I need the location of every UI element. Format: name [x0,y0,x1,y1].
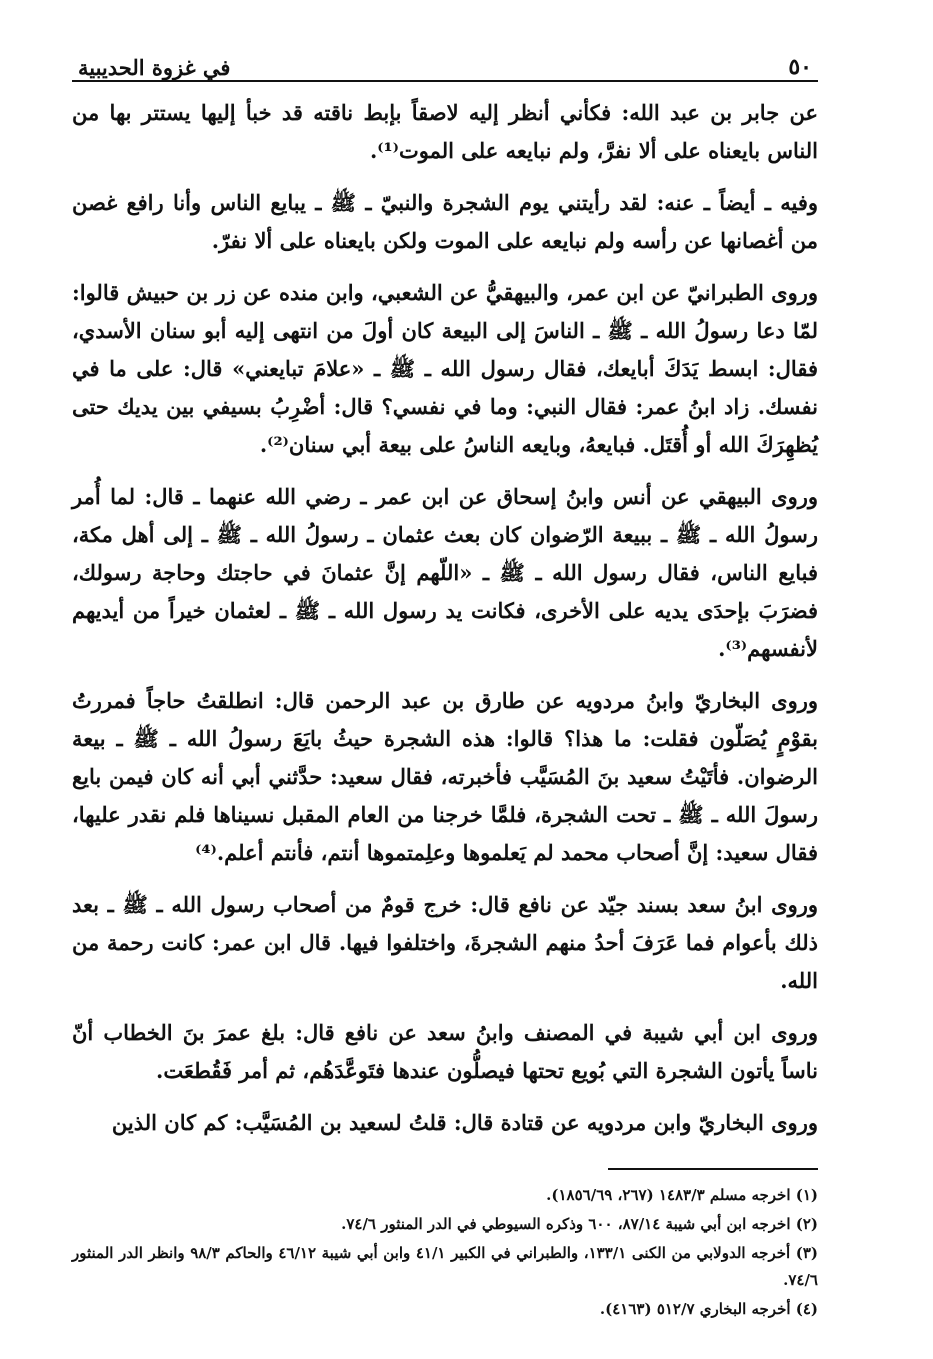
paragraph: وروى البيهقي عن أنس وابنُ إسحاق عن ابن عمر ـ رضي الله عنهما ـ قال: لما أُمر رسولُ الله ـ ﷺ ـ ببيعة الرّضوان كان بعث عثمان ـ رسولُ الله ـ ﷺ ـ إلى أهل مكة، فبايع الناس، فقال رسول الله ـ ﷺ ـ «اللّهم إنَّ عثمانَ في حاجتك وحاجة رسولك، فضرَبَ بإحدَى يديه على الأخرى، فكانت يد رسول الله ـ ﷺ ـ لعثمان خيراً من أيديهم لأنفسهم⁽³⁾. [72,484,818,661]
paragraph: وروى البخاريّ وابنُ مردويه عن طارق بن عبد الرحمن قال: انطلقتُ حاجاً فمررتُ بقوْمٍ يُصَلّون فقلت: ما هذا؟ قالوا: هذه الشجرة حيثُ بايَعَ رسولُ الله ـ ﷺ ـ بيعة الرضوان. فأتَيْتُ سعيد بنَ المُسَيَّب فأخبرته، فقال سعيد: حدَّثني أبي أنه كان فيمن بايع رسولَ الله ـ ﷺ ـ تحت الشجرة، فلمَّا خرجنا من العام المقبل نسيناها فلم نقدر عليها، فقال سعيد: إنَّ أصحاب محمد لم يَعلموها وعلِمتموها أنتم، فأنتم أعلم.⁽⁴⁾ [72,688,819,865]
paragraph: وروى ابن أبي شيبة في المصنف وابنُ سعد عن نافع قال: بلغ عمرَ بنَ الخطاب أنّ ناساً يأتون الشجرة التي بُويع تحتها فيصلُّون عندها فتَوعَّدَهُم، ثم أمر فَقُطعَت. [72,1020,818,1083]
paragraph: وروى البخاريّ وابن مردويه عن قتادة قال: قلتُ لسعيد بن المُسَيَّب: كم كان الذين [111,1110,818,1135]
footnote-divider [608,1168,818,1170]
paragraph: وروى ابنُ سعد بسند جيّد عن نافع قال: خرج قومٌ من أصحاب رسول الله ـ ﷺ ـ بعد ذلك بأعوام فما عَرَفَ أحدُ منهم الشجرةَ، واختلفوا فيها. قال ابن عمر: كانت رحمة من الله. [72,892,818,993]
paragraph: عن جابر بن عبد الله: فكأني أنظر إليه لاصقاً بإبط ناقته قد خبأ إليها يستتر بها من الناس بايعناه على ألا نفرَّ، ولم نبايعه على الموت⁽¹⁾. [72,100,818,163]
paragraph: وروى الطبرانيّ عن ابن عمر، والبيهقيُّ عن الشعبي، وابن منده عن زر بن حبيش قالوا: لمّا دعا رسولُ الله ـ ﷺ ـ الناسَ إلى البيعة كان أولَ من انتهى إليه أبو سنان الأسدي، فقال: ابسط يَدَكَ أبايعك، فقال رسول الله ـ ﷺ ـ «علامَ تبايعني» قال: على ما في نفسك. زاد ابنُ عمر: فقال النبي: وما في نفسي؟ قال: أضْرِبُ بسيفي بين يديك حتى يُظهِرَكَ الله أو أُقتَل. فبايعهُ، وبايعه الناسُ على بيعة أبي سنان⁽²⁾. [72,280,818,457]
running-title: في غزوة الحديبية [78,54,231,80]
running-header [72,36,818,82]
page-number: ٥٠ [788,53,812,80]
paragraph: وفيه ـ أيضاً ـ عنه: لقد رأيتني يوم الشجرة والنبيّ ـ ﷺ ـ يبايع الناس وأنا رافع غصن من أغصانها عن رأسه ولم نبايعه على الموت ولكن بايعناه على ألا نفرّ. [72,190,818,253]
book-page [72,36,818,1325]
body-text [72,94,818,1142]
footnote: (١) اخرجه مسلم ١٤٨٣/٣ (٢٦٧، ١٨٥٦/٦٩). [546,1186,818,1204]
footnotes [72,1182,818,1323]
footnote: (٣) أخرجه الدولابي من الكنى ١٣٣/١، والطبراني في الكبير ٤١/١ وابن أبي شيبة ٤٦/١٢ والحاكم ٩٨/٣ وانظر الدر المنثور ٧٤/٦. [72,1244,818,1289]
footnote: (٤) أخرجه البخاري ٥١٢/٧ (٤١٦٣). [599,1300,818,1318]
footnote: (٢) اخرجه ابن أبي شيبة ٨٧/١٤، ٦٠٠ وذكره السيوطي في الدر المنثور ٧٤/٦. [341,1215,818,1233]
